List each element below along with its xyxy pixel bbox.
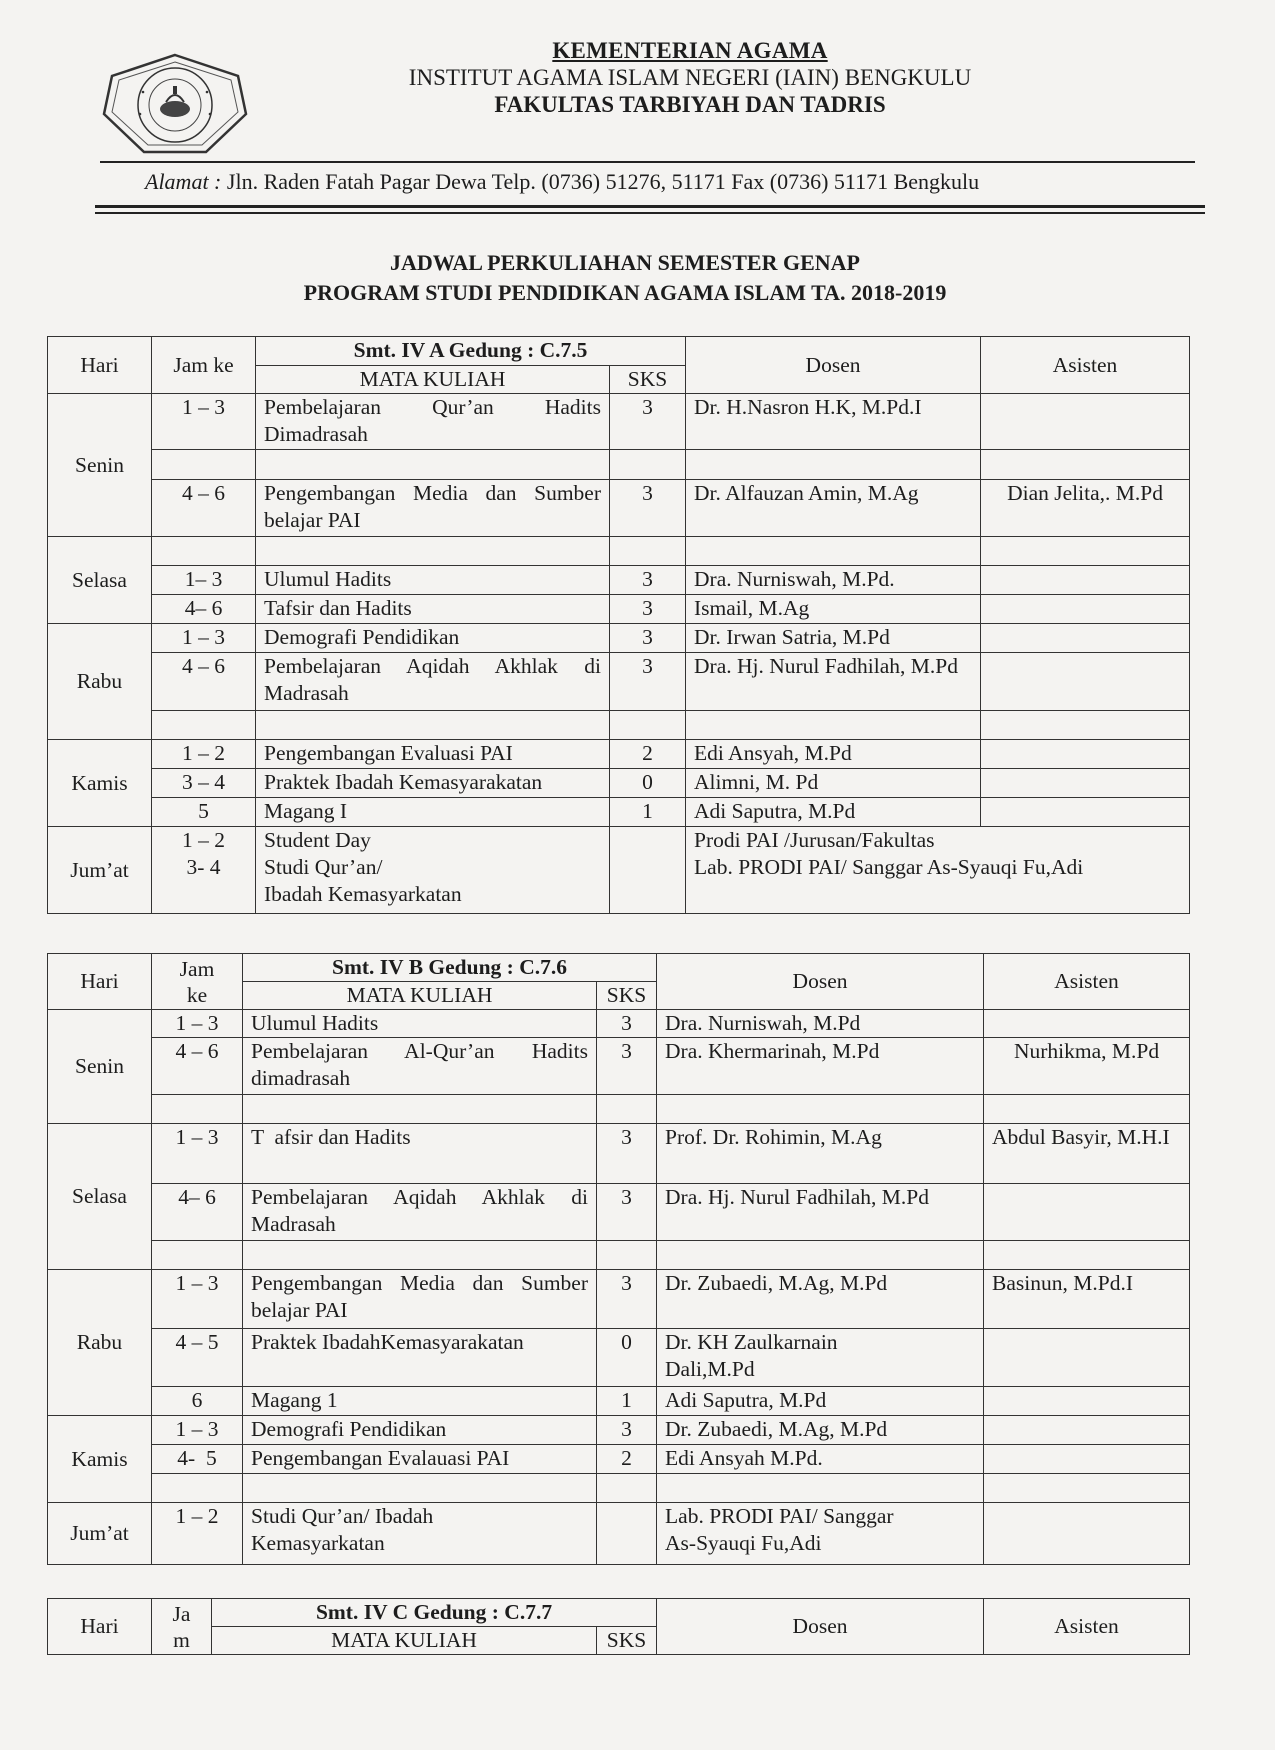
course-cell: Pengembangan Evaluasi PAI: [256, 740, 610, 769]
lecturer-cell: Ismail, M.Ag: [686, 595, 981, 624]
sks-cell: [597, 1241, 657, 1270]
day-cell: Senin: [48, 394, 152, 537]
col-dosen: Dosen: [657, 1599, 984, 1655]
jam-cell: 4 – 6: [152, 653, 256, 711]
jam-cell: 1 – 2: [152, 1503, 243, 1565]
lecturer-cell: Edi Ansyah M.Pd.: [657, 1445, 984, 1474]
assistant-cell: [981, 653, 1190, 711]
jam-cell: [152, 1095, 243, 1124]
col-mata-kuliah: MATA KULIAH: [212, 1627, 597, 1655]
double-rule-1: [95, 205, 1205, 208]
course-cell: [256, 827, 610, 914]
col-m-line: m: [173, 1627, 190, 1652]
sks-cell: 0: [610, 769, 686, 798]
lecturer-cell: Dra. Hj. Nurul Fadhilah, M.Pd: [657, 1184, 984, 1241]
assistant-cell: [981, 595, 1190, 624]
jam-cell: 1 – 3: [152, 624, 256, 653]
sks-cell: [610, 827, 686, 914]
schedule-table-4c: [47, 1598, 1190, 1655]
day-cell: Rabu: [48, 1270, 152, 1416]
lecturer-cell: Dra. Khermarinah, M.Pd: [657, 1038, 984, 1095]
lecturer-cell: Dra. Nurniswah, M.Pd: [657, 1010, 984, 1038]
lecturer-cell: [686, 711, 981, 740]
jam-cell: 1 – 3: [152, 1010, 243, 1038]
lecturer-cell: Dra. Hj. Nurul Fadhilah, M.Pd: [686, 653, 981, 711]
lecturer-cell: Dr. Alfauzan Amin, M.Ag: [686, 480, 981, 537]
class-header: Smt. IV B Gedung : C.7.6: [243, 954, 657, 982]
jam-cell: 4 – 6: [152, 1038, 243, 1095]
jam-cell: [152, 1474, 243, 1503]
sks-cell: 3: [597, 1416, 657, 1445]
jam-cell: 5: [152, 798, 256, 827]
course-cell: Ulumul Hadits: [256, 566, 610, 595]
jam-cell: 1– 3: [152, 566, 256, 595]
institute-name: INSTITUT AGAMA ISLAM NEGERI (IAIN) BENGKULU: [408, 65, 972, 90]
course-cell: Pembelajaran Al-Qur’an Hadits dimadrasah: [243, 1038, 597, 1095]
course-cell: Praktek Ibadah Kemasyarakatan: [256, 769, 610, 798]
lecturer-cell: Lab. PRODI PAI/ Sanggar As-Syauqi Fu,Adi: [657, 1503, 984, 1565]
header-rule: [100, 161, 1195, 163]
assistant-cell: [984, 1445, 1190, 1474]
col-hari: Hari: [48, 337, 152, 394]
lecturer-cell: Dr. Zubaedi, M.Ag, M.Pd: [657, 1270, 984, 1329]
day-cell: Selasa: [48, 537, 152, 624]
jam-cell: 6: [152, 1387, 243, 1416]
assistant-cell: [981, 537, 1190, 566]
course-line: Studi Qur’an/: [264, 855, 383, 879]
jam-cell: [152, 1241, 243, 1270]
assistant-cell: Nurhikma, M.Pd: [984, 1038, 1190, 1095]
col-asisten: Asisten: [981, 337, 1190, 394]
sks-cell: 3: [597, 1184, 657, 1241]
lecturer-cell: [657, 1474, 984, 1503]
course-line: Ibadah Kemasyarkatan: [264, 882, 462, 906]
assistant-cell: [984, 1010, 1190, 1038]
class-header: Smt. IV C Gedung : C.7.7: [212, 1599, 657, 1627]
jam-cell: [152, 537, 256, 566]
sks-cell: 3: [597, 1038, 657, 1095]
lecturer-cell: Adi Saputra, M.Pd: [686, 798, 981, 827]
jam-cell: 1 – 3: [152, 1124, 243, 1184]
col-dosen: Dosen: [686, 337, 981, 394]
course-cell: [256, 450, 610, 480]
sks-cell: 3: [610, 566, 686, 595]
lecturer-cell: Dr. Irwan Satria, M.Pd: [686, 624, 981, 653]
sks-cell: [610, 711, 686, 740]
course-cell: Tafsir dan Hadits: [256, 595, 610, 624]
ministry-name: KEMENTERIAN AGAMA: [552, 38, 828, 63]
assistant-cell: [981, 624, 1190, 653]
address-text: Jln. Raden Fatah Pagar Dewa Telp. (0736) 51276, 51171 Fax (0736) 51171 Bengkulu: [226, 169, 980, 194]
day-cell: Kamis: [48, 1416, 152, 1503]
sks-cell: 3: [597, 1270, 657, 1329]
lecturer-cell: [657, 1095, 984, 1124]
lecturer-cell: [686, 827, 1190, 914]
col-mata-kuliah: MATA KULIAH: [256, 366, 610, 394]
lecturer-cell: Dr. H.Nasron H.K, M.Pd.I: [686, 394, 981, 450]
course-cell: [256, 537, 610, 566]
lecturer-cell: Prof. Dr. Rohimin, M.Ag: [657, 1124, 984, 1184]
col-hari: Hari: [48, 954, 152, 1010]
col-jam-line: Jam: [179, 956, 215, 981]
col-jam-ke: Jam ke: [152, 337, 256, 394]
jam-cell: [152, 450, 256, 480]
sks-cell: 3: [610, 653, 686, 711]
jam-cell: [152, 827, 256, 914]
sks-cell: [610, 537, 686, 566]
course-cell: [243, 1474, 597, 1503]
sks-cell: 3: [597, 1124, 657, 1184]
jam-cell: 1 – 3: [152, 1270, 243, 1329]
assistant-cell: [984, 1241, 1190, 1270]
jam-cell: 1 – 3: [152, 394, 256, 450]
lecturer-cell: Dr. Zubaedi, M.Ag, M.Pd: [657, 1416, 984, 1445]
col-sks: SKS: [597, 1627, 657, 1655]
course-line: Student Day: [264, 828, 371, 852]
day-cell: Selasa: [48, 1124, 152, 1270]
lecturer-cell: [686, 537, 981, 566]
assistant-cell: [981, 769, 1190, 798]
course-cell: Pengembangan Evalauasi PAI: [243, 1445, 597, 1474]
course-cell: Demografi Pendidikan: [256, 624, 610, 653]
assistant-cell: [981, 711, 1190, 740]
course-cell: Magang 1: [243, 1387, 597, 1416]
sks-cell: 0: [597, 1329, 657, 1387]
jam-cell: 4 – 6: [152, 480, 256, 537]
lecturer-line: Lab. PRODI PAI/ Sanggar As-Syauqi Fu,Adi: [694, 855, 1084, 879]
jam-cell: 3 – 4: [152, 769, 256, 798]
jam-cell: 4- 5: [152, 1445, 243, 1474]
course-cell: [256, 711, 610, 740]
col-dosen: Dosen: [657, 954, 984, 1010]
address-line: [145, 169, 979, 195]
assistant-cell: [984, 1387, 1190, 1416]
assistant-cell: [981, 394, 1190, 450]
sks-cell: 3: [610, 624, 686, 653]
assistant-cell: [981, 566, 1190, 595]
col-asisten: Asisten: [984, 954, 1190, 1010]
day-cell: Jum’at: [48, 827, 152, 914]
sks-cell: 3: [610, 394, 686, 450]
lecturer-cell: Alimni, M. Pd: [686, 769, 981, 798]
schedule-table-4a: [47, 336, 1190, 914]
course-cell: [243, 1241, 597, 1270]
double-rule-2: [95, 212, 1205, 214]
faculty-name: FAKULTAS TARBIYAH DAN TADRIS: [494, 92, 886, 117]
course-cell: Pengembangan Media dan Sumber belajar PAI: [243, 1270, 597, 1329]
course-cell: Pengembangan Media dan Sumber belajar PAI: [256, 480, 610, 537]
lecturer-cell: Dr. KH Zaulkarnain Dali,M.Pd: [657, 1329, 984, 1387]
day-cell: Senin: [48, 1010, 152, 1124]
letterhead: [300, 38, 1080, 118]
col-sks: SKS: [610, 366, 686, 394]
course-cell: Pembelajaran Aqidah Akhlak di Madrasah: [243, 1184, 597, 1241]
assistant-cell: [984, 1329, 1190, 1387]
course-cell: [243, 1095, 597, 1124]
address-label: Alamat :: [145, 169, 222, 194]
class-header: Smt. IV A Gedung : C.7.5: [256, 337, 686, 366]
assistant-cell: [984, 1416, 1190, 1445]
day-cell: Rabu: [48, 624, 152, 740]
lecturer-cell: Adi Saputra, M.Pd: [657, 1387, 984, 1416]
sks-cell: 1: [597, 1387, 657, 1416]
sks-cell: 2: [610, 740, 686, 769]
assistant-cell: [984, 1474, 1190, 1503]
assistant-cell: [984, 1095, 1190, 1124]
schedule-title: JADWAL PERKULIAHAN SEMESTER GENAP: [389, 250, 860, 275]
day-cell: Jum’at: [48, 1503, 152, 1565]
sks-cell: 1: [610, 798, 686, 827]
col-ke-line: ke: [186, 982, 208, 1007]
col-ja-line: Ja: [172, 1601, 191, 1626]
lecturer-cell: [686, 450, 981, 480]
col-asisten: Asisten: [984, 1599, 1190, 1655]
assistant-cell: [981, 740, 1190, 769]
assistant-cell: [984, 1503, 1190, 1565]
jam-cell: 1 – 2: [152, 740, 256, 769]
sks-cell: [597, 1095, 657, 1124]
assistant-cell: Basinun, M.Pd.I: [984, 1270, 1190, 1329]
course-cell: Magang I: [256, 798, 610, 827]
jam-cell: 1 – 3: [152, 1416, 243, 1445]
sks-cell: 3: [597, 1010, 657, 1038]
jam-cell: [152, 711, 256, 740]
col-mata-kuliah: MATA KULIAH: [243, 982, 597, 1010]
course-cell: Praktek IbadahKemasyarakatan: [243, 1329, 597, 1387]
jam-cell: 4 – 5: [152, 1329, 243, 1387]
course-cell: Studi Qur’an/ Ibadah Kemasyarkatan: [243, 1503, 597, 1565]
jam-cell: 4– 6: [152, 595, 256, 624]
course-cell: Ulumul Hadits: [243, 1010, 597, 1038]
sks-cell: 3: [610, 480, 686, 537]
col-sks: SKS: [597, 982, 657, 1010]
jam-line: 1 – 2: [182, 828, 225, 852]
assistant-cell: [981, 798, 1190, 827]
jam-cell: 4– 6: [152, 1184, 243, 1241]
schedule-subtitle: PROGRAM STUDI PENDIDIKAN AGAMA ISLAM TA. 2018-2019: [303, 280, 947, 305]
assistant-cell: Abdul Basyir, M.H.I: [984, 1124, 1190, 1184]
lecturer-line: Prodi PAI /Jurusan/Fakultas: [694, 828, 935, 852]
lecturer-cell: Edi Ansyah, M.Pd: [686, 740, 981, 769]
iain-logo: [100, 52, 250, 156]
course-cell: T afsir dan Hadits: [243, 1124, 597, 1184]
schedule-table-4b: [47, 953, 1190, 1565]
sks-cell: 2: [597, 1445, 657, 1474]
course-cell: Pembelajaran Aqidah Akhlak di Madrasah: [256, 653, 610, 711]
lecturer-cell: [657, 1241, 984, 1270]
sks-cell: 3: [610, 595, 686, 624]
col-jam-ke: [152, 1599, 212, 1655]
jam-line: 3- 4: [186, 855, 221, 879]
sks-cell: [610, 450, 686, 480]
sks-cell: [597, 1503, 657, 1565]
course-cell: Demografi Pendidikan: [243, 1416, 597, 1445]
col-jam-ke: [152, 954, 243, 1010]
assistant-cell: [984, 1184, 1190, 1241]
sks-cell: [597, 1474, 657, 1503]
assistant-cell: Dian Jelita,. M.Pd: [981, 480, 1190, 537]
day-cell: Kamis: [48, 740, 152, 827]
course-cell: Pembelajaran Qur’an Hadits Dimadrasah: [256, 394, 610, 450]
col-hari: Hari: [48, 1599, 152, 1655]
assistant-cell: [981, 450, 1190, 480]
lecturer-cell: Dra. Nurniswah, M.Pd.: [686, 566, 981, 595]
